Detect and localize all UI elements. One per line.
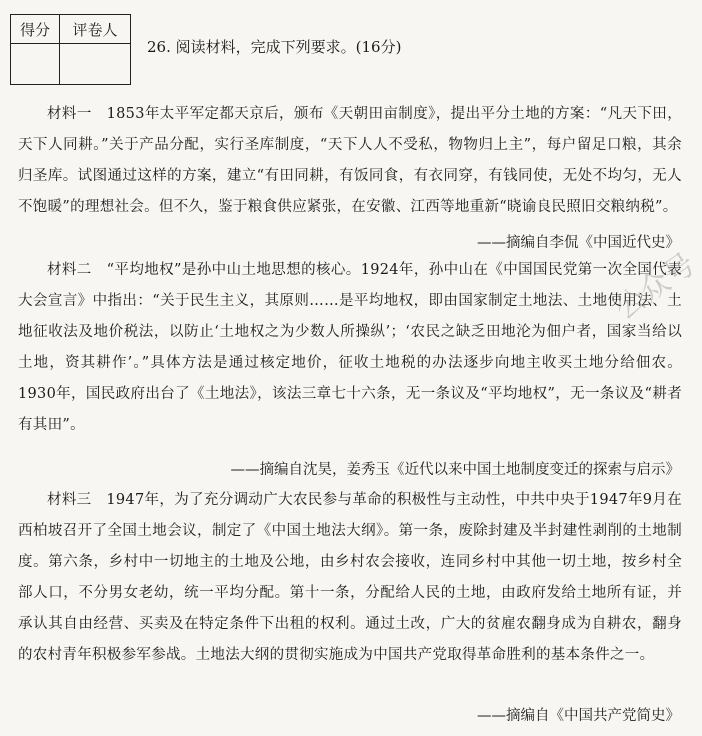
grader-cell	[60, 44, 131, 85]
score-table	[10, 14, 131, 85]
material-three-source: ——摘编自《中国共产党简史》	[477, 708, 680, 724]
material-two-text: 材料二 “平均地权”是孙中山土地思想的核心。1924年，孙中山在《中国国民党第一次全国代表大会宣言》中指出：“关于民生主义，其原则……是平均地权，即由国家制定土地法、土地使用法、土地征收法及地价税法，以防止‘土地权之为少数人所操纵’；‘农民之缺乏田地沦为佃户者，国家当给以土地，资其耕作’。”具体方法是通过核定地价，征收土地税的办法逐步向地主收买土地分给佃农。1930年，国民政府出台了《土地法》，该法三章七十六条，无一条议及“平均地权”，无一条议及“耕者有其田”。	[18, 262, 682, 433]
grader-label: 评卷人	[60, 15, 131, 44]
score-cell	[11, 44, 60, 85]
material-two-source: ——摘编自沈昊，姜秀玉《近代以来中国土地制度变迁的探索与启示》	[230, 462, 680, 478]
material-one-source: ——摘编自李侃《中国近代史》	[477, 235, 680, 251]
score-label: 得分	[11, 15, 60, 44]
material-three-text: 材料三 1947年，为了充分调动广大农民参与革命的积极性与主动性，中共中央于1947年9月在西柏坡召开了全国土地会议，制定了《中国土地法大纲》。第一条，废除封建及半封建性剥削的土地制度。第六条，乡村中一切地主的土地及公地，由乡村农会接收，连同乡村中其他一切土地，按乡村全部人口，不分男女老幼，统一平均分配。第十一条，分配给人民的土地，由政府发给土地所有证，并承认其自由经营、买卖及在特定条件下出租的权利。通过土改，广大的贫雇农翻身成为自耕农，翻身的农村青年积极参军参战。土地法大纲的贯彻实施成为中国共产党取得革命胜利的基本条件之一。	[18, 492, 682, 663]
watermark: 公众号	[608, 246, 702, 328]
material-one-text: 材料一 1853年太平军定都天京后，颁布《天朝田亩制度》，提出平分土地的方案：“凡天下田，天下人同耕。”关于产品分配，实行圣库制度，“天下人人不受私，物物归上主”，每户留足口粮，其余归圣库。试图通过这样的方案，建立“有田同耕，有饭同食，有衣同穿，有钱同使，无处不均匀，无人不饱暖”的理想社会。但不久，鉴于粮食供应紧张，在安徽、江西等地重新“晓谕良民照旧交粮纳税”。	[18, 106, 682, 215]
question-title: 26. 阅读材料，完成下列要求。(16分)	[147, 38, 402, 56]
